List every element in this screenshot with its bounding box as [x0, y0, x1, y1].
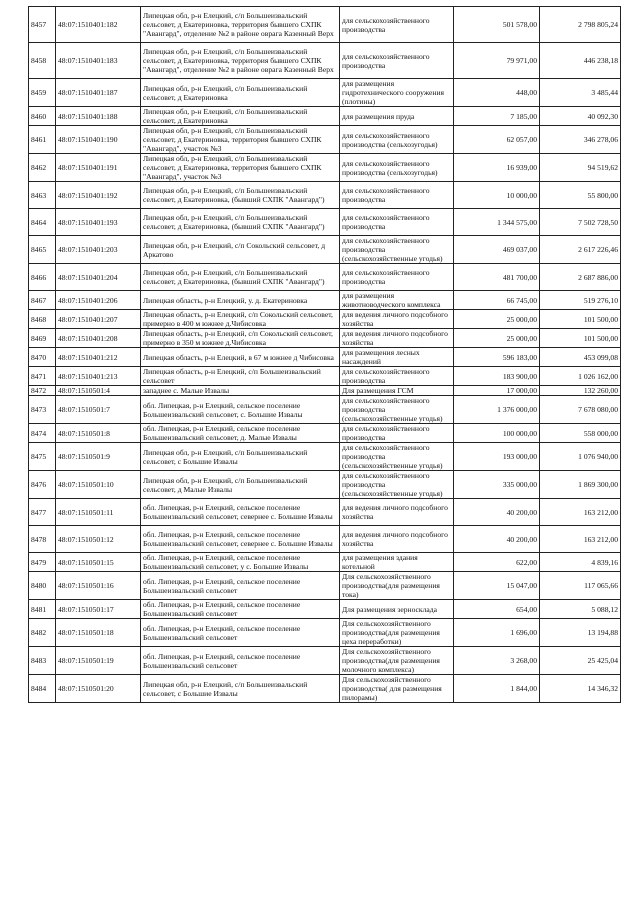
- cadastral-value-cell: 1 026 162,00: [540, 367, 621, 386]
- address-cell: Липецкая обл, р-н Елецкий, с/п Сокольский сельсовет, д Аркатово: [141, 236, 340, 264]
- cadastral-number-cell: 48:07:1510401:207: [56, 310, 141, 329]
- area-cell: 40 200,00: [454, 499, 540, 526]
- area-cell: 17 000,00: [454, 386, 540, 396]
- cadastral-number-cell: 48:07:1510401:190: [56, 126, 141, 154]
- address-cell: обл. Липецкая, р-н Елецкий, сельское поселение Большеизвальский сельсовет, у с. Большие Извалы: [141, 553, 340, 572]
- cadastral-number-cell: 48:07:1510401:208: [56, 329, 141, 348]
- permitted-use-cell: Для сельскохозяйственного производства( для размещения пилорамы): [340, 675, 454, 703]
- cadastral-value-cell: 2 617 226,46: [540, 236, 621, 264]
- cadastral-value-cell: 94 519,62: [540, 154, 621, 182]
- table-row: [29, 329, 621, 348]
- cadastral-number-cell: 48:07:1510501:19: [56, 647, 141, 675]
- table-row: [29, 367, 621, 386]
- area-cell: 7 185,00: [454, 107, 540, 126]
- permitted-use-cell: для размещения лесных насаждений: [340, 348, 454, 367]
- row-number-cell: 8461: [29, 126, 56, 154]
- area-cell: 622,00: [454, 553, 540, 572]
- area-cell: 183 900,00: [454, 367, 540, 386]
- area-cell: 25 000,00: [454, 310, 540, 329]
- permitted-use-cell: для сельскохозяйственного производства (сельскохозяйственные угодья): [340, 236, 454, 264]
- table-row: [29, 107, 621, 126]
- address-cell: Липецкая обл, р-н Елецкий, с/п Большеизвальский сельсовет, д Екатериновка: [141, 107, 340, 126]
- row-number-cell: 8482: [29, 619, 56, 647]
- row-number-cell: 8464: [29, 209, 56, 236]
- table-row: [29, 209, 621, 236]
- cadastral-number-cell: 48:07:1510401:183: [56, 43, 141, 79]
- permitted-use-cell: для размещения гидротехнического сооружения (плотины): [340, 79, 454, 107]
- address-cell: Липецкая обл, р-н Елецкий, с/п Большеизвальский сельсовет, д Екатериновка, территория бывшего СХПК "Авангард", участок №3: [141, 126, 340, 154]
- address-cell: Липецкая обл, р-н Елецкий, с/п Большеизвальский сельсовет, д Екатериновка: [141, 79, 340, 107]
- address-cell: Липецкая обл, р-н Елецкий, с/п Большеизвальский сельсовет, д Екатериновка, территория бывшего СХПК "Авангард", участок №3: [141, 154, 340, 182]
- area-cell: 1 344 575,00: [454, 209, 540, 236]
- area-cell: 25 000,00: [454, 329, 540, 348]
- address-cell: обл. Липецкая, р-н Елецкий, сельское поселение Большеизвальский сельсовет: [141, 619, 340, 647]
- address-cell: обл. Липецкая, р-н Елецкий, сельское поселение Большеизвальский сельсовет, севернее с. Большие Извалы: [141, 499, 340, 526]
- permitted-use-cell: для сельскохозяйственного производства: [340, 424, 454, 443]
- table-row: [29, 386, 621, 396]
- cadastral-value-cell: 1 076 940,00: [540, 443, 621, 471]
- address-cell: Липецкая обл, р-н Елецкий, с/п Большеизвальский сельсовет, д Екатериновка, (бывший СХПК "Авангард"): [141, 209, 340, 236]
- row-number-cell: 8466: [29, 264, 56, 291]
- row-number-cell: 8459: [29, 79, 56, 107]
- cadastral-value-cell: 7 678 080,00: [540, 396, 621, 424]
- permitted-use-cell: Для сельскохозяйственного производства(для размещения молочного комплекса): [340, 647, 454, 675]
- permitted-use-cell: для сельскохозяйственного производства: [340, 209, 454, 236]
- address-cell: обл. Липецкая, р-н Елецкий, сельское поселение Большеизвальский сельсовет: [141, 572, 340, 600]
- table-row: [29, 600, 621, 619]
- table-row: [29, 126, 621, 154]
- area-cell: 1 376 000,00: [454, 396, 540, 424]
- address-cell: обл. Липецкая, р-н Елецкий, сельское поселение Большеизвальский сельсовет: [141, 647, 340, 675]
- row-number-cell: 8483: [29, 647, 56, 675]
- cadastral-number-cell: 48:07:1510501:15: [56, 553, 141, 572]
- cadastral-value-cell: 40 092,30: [540, 107, 621, 126]
- permitted-use-cell: для сельскохозяйственного производства (сельскохозяйственные угодья): [340, 471, 454, 499]
- cadastral-value-cell: 117 065,66: [540, 572, 621, 600]
- area-cell: 654,00: [454, 600, 540, 619]
- row-number-cell: 8458: [29, 43, 56, 79]
- cadastral-number-cell: 48:07:1510401:213: [56, 367, 141, 386]
- cadastral-number-cell: 48:07:1510501:10: [56, 471, 141, 499]
- table-row: [29, 499, 621, 526]
- permitted-use-cell: для размещения пруда: [340, 107, 454, 126]
- address-cell: Липецкая обл, р-н Елецкий, с/п Большеизвальский сельсовет, д Екатериновка, территория бывшего СХПК "Авангард", отделение №2 в районе оврага Казенный Верх: [141, 7, 340, 43]
- row-number-cell: 8463: [29, 182, 56, 209]
- permitted-use-cell: для сельскохозяйственного производства: [340, 182, 454, 209]
- address-cell: обл. Липецкая, р-н Елецкий, сельское поселение Большеизвальский сельсовет, с. Большие Извалы: [141, 396, 340, 424]
- address-cell: обл. Липецкая, р-н Елецкий, сельское поселение Большеизвальский сельсовет, севернее с. Большие Извалы: [141, 526, 340, 553]
- cadastral-value-cell: 3 485,44: [540, 79, 621, 107]
- cadastral-number-cell: 48:07:1510401:193: [56, 209, 141, 236]
- permitted-use-cell: Для сельскохозяйственного производства(для размещения тока): [340, 572, 454, 600]
- cadastral-number-cell: 48:07:1510401:203: [56, 236, 141, 264]
- row-number-cell: 8476: [29, 471, 56, 499]
- table-row: [29, 264, 621, 291]
- area-cell: 16 939,00: [454, 154, 540, 182]
- cadastral-number-cell: 48:07:1510401:212: [56, 348, 141, 367]
- permitted-use-cell: для сельскохозяйственного производства (сельскохозяйственные угодья): [340, 396, 454, 424]
- cadastral-number-cell: 48:07:1510401:206: [56, 291, 141, 310]
- address-cell: Липецкая область, р-н Елецкий, с/п Сокольский сельсовет, примерно в 400 м южнее д.Чибисовка: [141, 310, 340, 329]
- cadastral-value-cell: 446 238,18: [540, 43, 621, 79]
- row-number-cell: 8474: [29, 424, 56, 443]
- cadastral-value-cell: 2 798 805,24: [540, 7, 621, 43]
- cadastral-number-cell: 48:07:1510401:192: [56, 182, 141, 209]
- table-row: [29, 348, 621, 367]
- cadastral-number-cell: 48:07:1510501:7: [56, 396, 141, 424]
- area-cell: 335 000,00: [454, 471, 540, 499]
- table-row: [29, 526, 621, 553]
- table-row: [29, 182, 621, 209]
- row-number-cell: 8484: [29, 675, 56, 703]
- land-plot-table: [28, 6, 621, 703]
- cadastral-value-cell: 101 500,00: [540, 329, 621, 348]
- row-number-cell: 8480: [29, 572, 56, 600]
- cadastral-value-cell: 132 260,00: [540, 386, 621, 396]
- table-row: [29, 154, 621, 182]
- row-number-cell: 8479: [29, 553, 56, 572]
- cadastral-value-cell: 163 212,00: [540, 499, 621, 526]
- cadastral-number-cell: 48:07:1510501:12: [56, 526, 141, 553]
- permitted-use-cell: для сельскохозяйственного производства (сельхозугодья): [340, 154, 454, 182]
- permitted-use-cell: для сельскохозяйственного производства: [340, 367, 454, 386]
- row-number-cell: 8457: [29, 7, 56, 43]
- permitted-use-cell: для сельскохозяйственного производства: [340, 43, 454, 79]
- cadastral-number-cell: 48:07:1510501:20: [56, 675, 141, 703]
- table-row: [29, 236, 621, 264]
- cadastral-number-cell: 48:07:1510401:188: [56, 107, 141, 126]
- cadastral-number-cell: 48:07:1510501:18: [56, 619, 141, 647]
- cadastral-value-cell: 558 000,00: [540, 424, 621, 443]
- permitted-use-cell: для размещения здания котельной: [340, 553, 454, 572]
- address-cell: Липецкая обл, р-н Елецкий, с/п Большеизвальский сельсовет, д Екатериновка, (бывший СХПК "Авангард"): [141, 264, 340, 291]
- cadastral-number-cell: 48:07:1510501:11: [56, 499, 141, 526]
- address-cell: Липецкая область, р-н Елецкий, в 67 м южнее д Чибисовка: [141, 348, 340, 367]
- permitted-use-cell: Для размещения зерносклада: [340, 600, 454, 619]
- area-cell: 3 268,00: [454, 647, 540, 675]
- cadastral-value-cell: 453 099,08: [540, 348, 621, 367]
- address-cell: западнее с. Малые Извалы: [141, 386, 340, 396]
- cadastral-value-cell: 1 869 300,00: [540, 471, 621, 499]
- area-cell: 79 971,00: [454, 43, 540, 79]
- permitted-use-cell: для ведения личного подсобного хозяйства: [340, 310, 454, 329]
- address-cell: Липецкая обл, р-н Елецкий, с/п Большеизвальский сельсовет, д Екатериновка, территория бывшего СХПК "Авангард", отделение №2 в районе оврага Казенный Верх: [141, 43, 340, 79]
- row-number-cell: 8471: [29, 367, 56, 386]
- permitted-use-cell: для ведения личного подсобного хозяйства: [340, 526, 454, 553]
- permitted-use-cell: для сельскохозяйственного производства (сельскохозяйственные угодья): [340, 443, 454, 471]
- row-number-cell: 8468: [29, 310, 56, 329]
- area-cell: 62 057,00: [454, 126, 540, 154]
- table-row: [29, 471, 621, 499]
- table-row: [29, 396, 621, 424]
- permitted-use-cell: Для сельскохозяйственного производства(для размещения цеха переработки): [340, 619, 454, 647]
- area-cell: 1 696,00: [454, 619, 540, 647]
- address-cell: Липецкая обл, р-н Елецкий, с/п Большеизвальский сельсовет, д Малые Извалы: [141, 471, 340, 499]
- row-number-cell: 8475: [29, 443, 56, 471]
- table-row: [29, 572, 621, 600]
- cadastral-number-cell: 48:07:1510501:16: [56, 572, 141, 600]
- cadastral-value-cell: 14 346,32: [540, 675, 621, 703]
- area-cell: 193 000,00: [454, 443, 540, 471]
- cadastral-number-cell: 48:07:1510401:182: [56, 7, 141, 43]
- address-cell: Липецкая обл, р-н Елецкий, с/п Большеизвальский сельсовет, д Екатериновка, (бывший СХПК "Авангард"): [141, 182, 340, 209]
- address-cell: обл. Липецкая, р-н Елецкий, сельское поселение Большеизвальский сельсовет: [141, 600, 340, 619]
- row-number-cell: 8465: [29, 236, 56, 264]
- cadastral-value-cell: 13 194,88: [540, 619, 621, 647]
- cadastral-value-cell: 346 278,06: [540, 126, 621, 154]
- area-cell: 448,00: [454, 79, 540, 107]
- area-cell: 100 000,00: [454, 424, 540, 443]
- cadastral-value-cell: 519 276,10: [540, 291, 621, 310]
- cadastral-value-cell: 163 212,00: [540, 526, 621, 553]
- area-cell: 66 745,00: [454, 291, 540, 310]
- permitted-use-cell: для размещения животноводческого комплекса: [340, 291, 454, 310]
- area-cell: 501 578,00: [454, 7, 540, 43]
- row-number-cell: 8469: [29, 329, 56, 348]
- permitted-use-cell: для ведения личного подсобного хозяйства: [340, 329, 454, 348]
- land-plot-table-body: [29, 7, 621, 703]
- address-cell: Липецкая обл, р-н Елецкий, с/п Большеизвальский сельсовет, с Большие Извалы: [141, 443, 340, 471]
- row-number-cell: 8467: [29, 291, 56, 310]
- permitted-use-cell: для сельскохозяйственного производства (сельхозугодья): [340, 126, 454, 154]
- row-number-cell: 8481: [29, 600, 56, 619]
- row-number-cell: 8462: [29, 154, 56, 182]
- row-number-cell: 8470: [29, 348, 56, 367]
- cadastral-value-cell: 5 088,12: [540, 600, 621, 619]
- table-row: [29, 7, 621, 43]
- table-row: [29, 291, 621, 310]
- table-row: [29, 553, 621, 572]
- address-cell: Липецкая область, р-н Елецкий, с/п Сокольский сельсовет, примерно в 350 м южнее д.Чибисовка: [141, 329, 340, 348]
- address-cell: Липецкая обл, р-н Елецкий, с/п Большеизвальский сельсовет, с Большие Извалы: [141, 675, 340, 703]
- permitted-use-cell: для сельскохозяйственного производства: [340, 7, 454, 43]
- cadastral-value-cell: 2 687 886,00: [540, 264, 621, 291]
- cadastral-number-cell: 48:07:1510501:17: [56, 600, 141, 619]
- area-cell: 469 037,00: [454, 236, 540, 264]
- area-cell: 10 000,00: [454, 182, 540, 209]
- permitted-use-cell: для сельскохозяйственного производства: [340, 264, 454, 291]
- area-cell: 1 844,00: [454, 675, 540, 703]
- table-row: [29, 675, 621, 703]
- cadastral-value-cell: 101 500,00: [540, 310, 621, 329]
- address-cell: Липецкая область, р-н Елецкий, с/п Большеизвальский сельсовет: [141, 367, 340, 386]
- row-number-cell: 8472: [29, 386, 56, 396]
- area-cell: 15 047,00: [454, 572, 540, 600]
- cadastral-value-cell: 4 839,16: [540, 553, 621, 572]
- cadastral-number-cell: 48:07:1510401:187: [56, 79, 141, 107]
- table-row: [29, 79, 621, 107]
- table-row: [29, 647, 621, 675]
- land-registry-page: [28, 6, 620, 703]
- area-cell: 481 700,00: [454, 264, 540, 291]
- area-cell: 40 200,00: [454, 526, 540, 553]
- permitted-use-cell: Для размещения ГСМ: [340, 386, 454, 396]
- area-cell: 596 183,00: [454, 348, 540, 367]
- cadastral-number-cell: 48:07:1510501:4: [56, 386, 141, 396]
- cadastral-number-cell: 48:07:1510501:8: [56, 424, 141, 443]
- cadastral-number-cell: 48:07:1510401:204: [56, 264, 141, 291]
- row-number-cell: 8477: [29, 499, 56, 526]
- table-row: [29, 443, 621, 471]
- cadastral-value-cell: 55 800,00: [540, 182, 621, 209]
- table-row: [29, 424, 621, 443]
- address-cell: Липецкая область, р-н Елецкий, у. д. Екатериновка: [141, 291, 340, 310]
- cadastral-value-cell: 25 425,04: [540, 647, 621, 675]
- cadastral-number-cell: 48:07:1510501:9: [56, 443, 141, 471]
- row-number-cell: 8460: [29, 107, 56, 126]
- cadastral-number-cell: 48:07:1510401:191: [56, 154, 141, 182]
- address-cell: обл. Липецкая, р-н Елецкий, сельское поселение Большеизвальский сельсовет, д. Малые Извалы: [141, 424, 340, 443]
- table-row: [29, 619, 621, 647]
- row-number-cell: 8473: [29, 396, 56, 424]
- cadastral-value-cell: 7 502 728,50: [540, 209, 621, 236]
- row-number-cell: 8478: [29, 526, 56, 553]
- table-row: [29, 310, 621, 329]
- permitted-use-cell: для ведения личного подсобного хозяйства: [340, 499, 454, 526]
- table-row: [29, 43, 621, 79]
